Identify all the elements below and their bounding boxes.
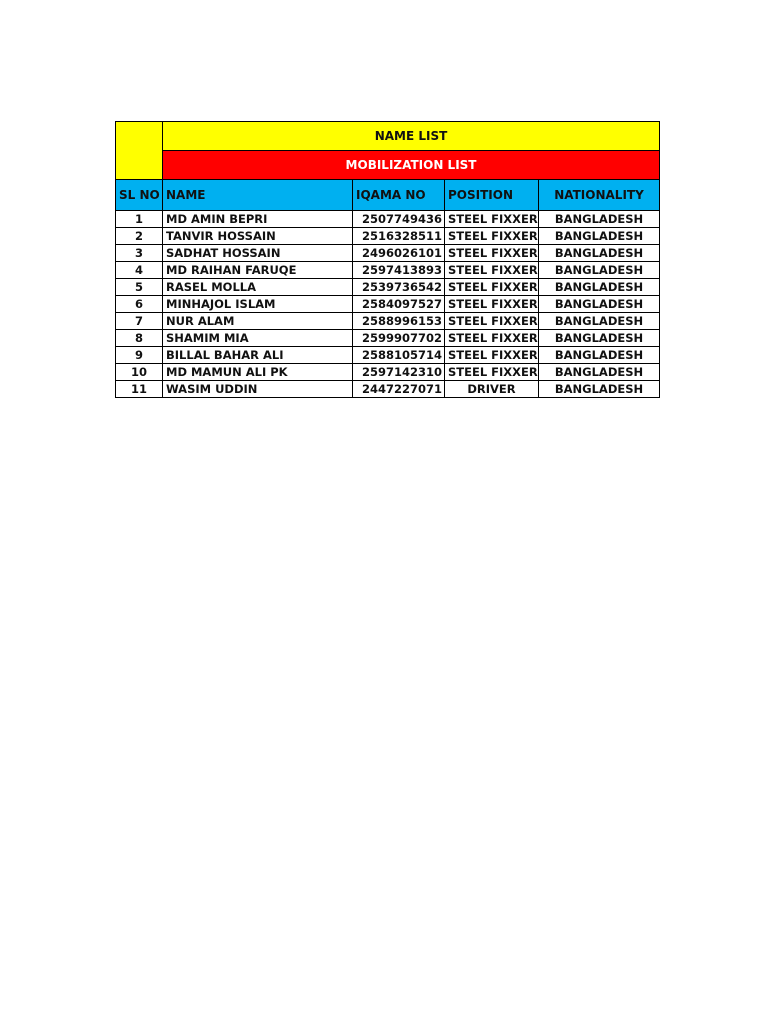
cell-nationality: BANGLADESH: [539, 228, 660, 245]
header-iqama-no: IQAMA NO: [353, 180, 445, 211]
table-row: [116, 228, 660, 245]
cell-nationality: BANGLADESH: [539, 245, 660, 262]
cell-position: STEEL FIXXER: [445, 245, 539, 262]
cell-iqama-no: 2539736542: [353, 279, 445, 296]
cell-sl-no: 4: [116, 262, 163, 279]
cell-iqama-no: 2496026101: [353, 245, 445, 262]
table-row: [116, 279, 660, 296]
cell-nationality: BANGLADESH: [539, 364, 660, 381]
cell-name: MINHAJOL ISLAM: [163, 296, 353, 313]
cell-iqama-no: 2516328511: [353, 228, 445, 245]
cell-sl-no: 11: [116, 381, 163, 398]
cell-nationality: BANGLADESH: [539, 262, 660, 279]
cell-nationality: BANGLADESH: [539, 279, 660, 296]
header-position: POSITION: [445, 180, 539, 211]
cell-name: RASEL MOLLA: [163, 279, 353, 296]
table-row: [116, 364, 660, 381]
cell-name: TANVIR HOSSAIN: [163, 228, 353, 245]
cell-position: STEEL FIXXER: [445, 262, 539, 279]
cell-position: STEEL FIXXER: [445, 228, 539, 245]
table-row: [116, 296, 660, 313]
cell-sl-no: 8: [116, 330, 163, 347]
sheet-title: NAME LIST: [163, 122, 660, 151]
table-row: [116, 381, 660, 398]
table-row: [116, 330, 660, 347]
table-row: [116, 211, 660, 228]
table-row: [116, 262, 660, 279]
cell-iqama-no: 2597413893: [353, 262, 445, 279]
cell-sl-no: 1: [116, 211, 163, 228]
cell-nationality: BANGLADESH: [539, 296, 660, 313]
cell-nationality: BANGLADESH: [539, 330, 660, 347]
cell-sl-no: 3: [116, 245, 163, 262]
table-row: [116, 313, 660, 330]
cell-position: STEEL FIXXER: [445, 211, 539, 228]
cell-sl-no: 9: [116, 347, 163, 364]
cell-position: STEEL FIXXER: [445, 364, 539, 381]
sheet-subtitle: MOBILIZATION LIST: [163, 151, 660, 180]
cell-iqama-no: 2507749436: [353, 211, 445, 228]
cell-nationality: BANGLADESH: [539, 381, 660, 398]
cell-sl-no: 5: [116, 279, 163, 296]
cell-iqama-no: 2588996153: [353, 313, 445, 330]
cell-iqama-no: 2599907702: [353, 330, 445, 347]
header-sl-no: SL NO: [116, 180, 163, 211]
header-row: [116, 180, 660, 211]
cell-sl-no: 10: [116, 364, 163, 381]
title-row: [116, 122, 660, 151]
cell-name: BILLAL BAHAR ALI: [163, 347, 353, 364]
cell-nationality: BANGLADESH: [539, 211, 660, 228]
header-name: NAME: [163, 180, 353, 211]
name-list-table: [115, 121, 660, 398]
cell-sl-no: 2: [116, 228, 163, 245]
table-row: [116, 347, 660, 364]
corner-cell: [116, 122, 163, 180]
cell-name: MD RAIHAN FARUQE: [163, 262, 353, 279]
cell-name: WASIM UDDIN: [163, 381, 353, 398]
cell-sl-no: 7: [116, 313, 163, 330]
cell-iqama-no: 2588105714: [353, 347, 445, 364]
cell-iqama-no: 2597142310: [353, 364, 445, 381]
cell-iqama-no: 2447227071: [353, 381, 445, 398]
cell-nationality: BANGLADESH: [539, 313, 660, 330]
cell-position: STEEL FIXXER: [445, 313, 539, 330]
mobilization-sheet: [115, 121, 659, 398]
cell-name: MD MAMUN ALI PK: [163, 364, 353, 381]
cell-position: DRIVER: [445, 381, 539, 398]
cell-position: STEEL FIXXER: [445, 330, 539, 347]
subtitle-row: [116, 151, 660, 180]
cell-name: SADHAT HOSSAIN: [163, 245, 353, 262]
cell-position: STEEL FIXXER: [445, 279, 539, 296]
header-nationality: NATIONALITY: [539, 180, 660, 211]
cell-position: STEEL FIXXER: [445, 347, 539, 364]
cell-position: STEEL FIXXER: [445, 296, 539, 313]
cell-name: SHAMIM MIA: [163, 330, 353, 347]
cell-sl-no: 6: [116, 296, 163, 313]
cell-iqama-no: 2584097527: [353, 296, 445, 313]
table-row: [116, 245, 660, 262]
cell-nationality: BANGLADESH: [539, 347, 660, 364]
cell-name: NUR ALAM: [163, 313, 353, 330]
cell-name: MD AMIN BEPRI: [163, 211, 353, 228]
